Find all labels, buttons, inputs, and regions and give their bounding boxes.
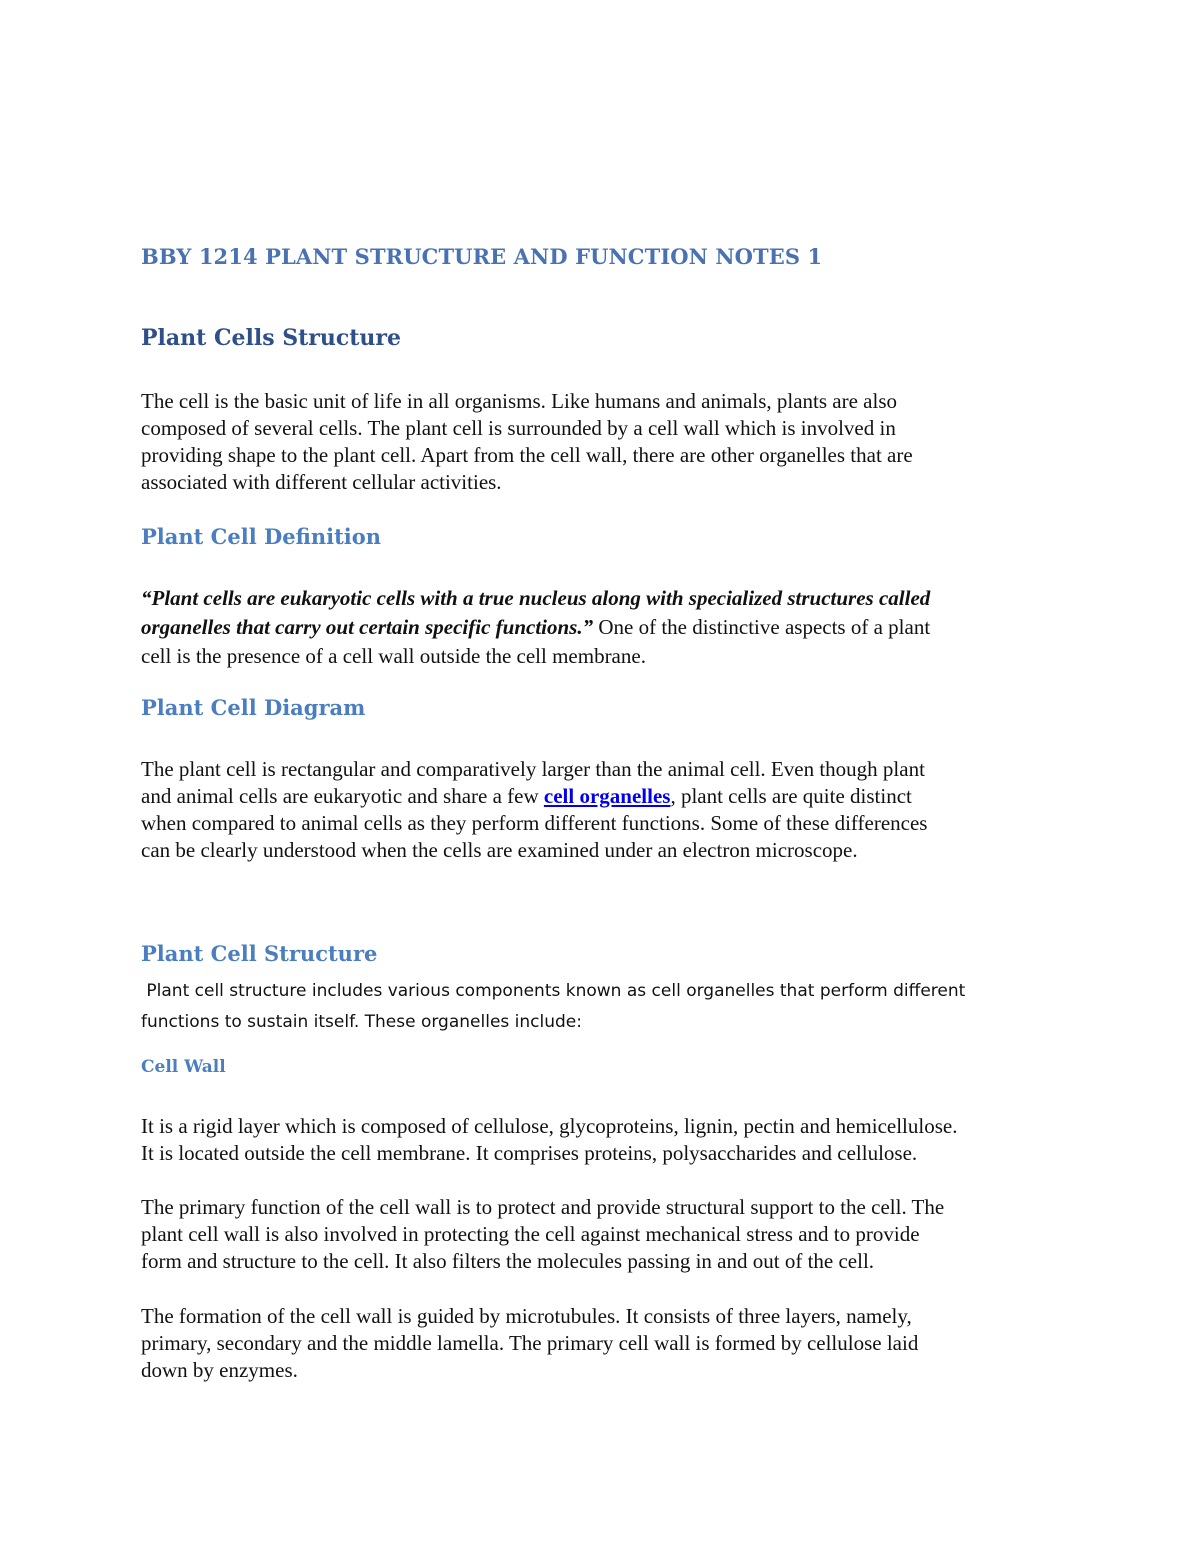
text-line xyxy=(141,783,1071,810)
text-line xyxy=(141,613,1071,642)
text-line: associated with different cellular activities. xyxy=(141,470,502,494)
text-line: The formation of the cell wall is guided by microtubules. It consists of three layers, namely, xyxy=(141,1304,912,1328)
text-line: It is a rigid layer which is composed of cellulose, glycoproteins, lignin, pectin and hemicellulose. xyxy=(141,1114,958,1138)
paragraph-intro xyxy=(141,388,1071,496)
text-fragment: One of the distinctive aspects of a plant xyxy=(593,615,931,639)
heading-cell-wall: Cell Wall xyxy=(141,1057,226,1077)
text-line: when compared to animal cells as they perform different functions. Some of these differences xyxy=(141,811,928,835)
text-line: cell is the presence of a cell wall outside the cell membrane. xyxy=(141,644,646,668)
text-line: The plant cell is rectangular and comparatively larger than the animal cell. Even though plant xyxy=(141,757,925,781)
definition-quote-line: “Plant cells are eukaryotic cells with a true nucleus along with specialized structures called xyxy=(141,586,931,610)
text-line: Plant cell structure includes various components known as cell organelles that perform different xyxy=(141,981,966,1001)
text-line: form and structure to the cell. It also filters the molecules passing in and out of the cell. xyxy=(141,1249,875,1273)
text-line: providing shape to the plant cell. Apart from the cell wall, there are other organelles that are xyxy=(141,443,913,467)
text-fragment: and animal cells are eukaryotic and share a few xyxy=(141,784,544,808)
paragraph-diagram xyxy=(141,756,1071,864)
heading-plant-cell-diagram: Plant Cell Diagram xyxy=(141,695,366,720)
document-title: BBY 1214 PLANT STRUCTURE AND FUNCTION NOTES 1 xyxy=(141,244,823,269)
text-line: can be clearly understood when the cells are examined under an electron microscope. xyxy=(141,838,858,862)
paragraph-structure xyxy=(141,976,1071,1038)
paragraph-cell-wall-composition xyxy=(141,1113,1071,1167)
text-line: The primary function of the cell wall is to protect and provide structural support to the cell. The xyxy=(141,1195,945,1219)
heading-plant-cells-structure: Plant Cells Structure xyxy=(141,325,402,351)
heading-plant-cell-definition: Plant Cell Definition xyxy=(141,524,382,549)
heading-plant-cell-structure: Plant Cell Structure xyxy=(141,941,378,966)
text-line: composed of several cells. The plant cell is surrounded by a cell wall which is involved in xyxy=(141,416,896,440)
cell-organelles-link[interactable]: cell organelles xyxy=(543,784,671,808)
paragraph-cell-wall-formation xyxy=(141,1303,1071,1384)
text-line: primary, secondary and the middle lamella. The primary cell wall is formed by cellulose laid xyxy=(141,1331,919,1355)
text-fragment: , plant cells are quite distinct xyxy=(670,784,912,808)
text-line: functions to sustain itself. These organelles include: xyxy=(141,1012,582,1032)
definition-quote-line: organelles that carry out certain specific functions.” xyxy=(141,615,594,639)
paragraph-definition xyxy=(141,584,1071,671)
text-line: down by enzymes. xyxy=(141,1358,298,1382)
text-line: It is located outside the cell membrane. It comprises proteins, polysaccharides and cellulose. xyxy=(141,1141,918,1165)
paragraph-cell-wall-function xyxy=(141,1194,1071,1275)
text-line: The cell is the basic unit of life in all organisms. Like humans and animals, plants are also xyxy=(141,389,898,413)
text-line: plant cell wall is also involved in protecting the cell against mechanical stress and to provide xyxy=(141,1222,920,1246)
